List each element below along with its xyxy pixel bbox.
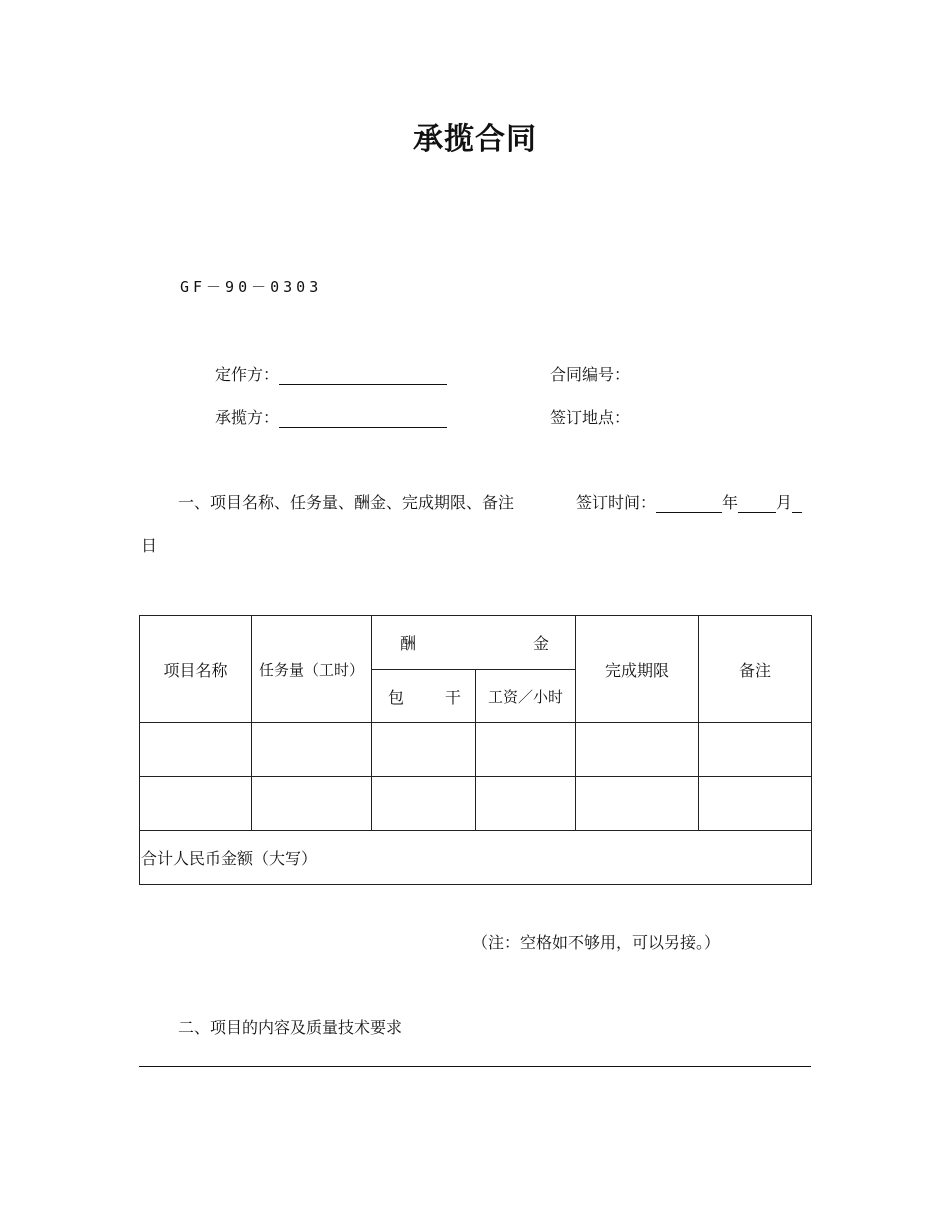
total-row	[140, 831, 812, 885]
table-cell[interactable]	[699, 777, 812, 831]
table-cell[interactable]	[476, 723, 576, 777]
orderer-label: 定作方：	[215, 365, 280, 384]
total-label: 合计人民币金额（大写）	[141, 849, 318, 868]
form-code: GF－90－0303	[180, 278, 323, 296]
header-project-name: 项目名称	[140, 616, 252, 723]
table-cell[interactable]	[252, 777, 372, 831]
table-cell[interactable]	[576, 777, 699, 831]
contractor-label: 承揽方：	[215, 408, 280, 427]
sign-place-field	[550, 405, 630, 428]
sign-time-field	[576, 490, 802, 513]
section2-heading: 二、项目的内容及质量技术要求	[178, 1018, 403, 1037]
header-fee-right: 金	[532, 634, 549, 653]
table-cell[interactable]	[476, 777, 576, 831]
table-cell[interactable]	[576, 723, 699, 777]
table-cell[interactable]	[252, 723, 372, 777]
table-cell[interactable]	[372, 723, 476, 777]
table-cell[interactable]	[140, 777, 252, 831]
header-deadline: 完成期限	[576, 616, 699, 723]
section2-blank-line[interactable]	[139, 1066, 811, 1067]
header-fee	[372, 616, 576, 670]
table-row	[140, 777, 812, 831]
year-label: 年	[722, 493, 739, 512]
contractor-field	[215, 405, 447, 428]
month-label: 月	[776, 493, 793, 512]
year-blank[interactable]	[656, 496, 722, 513]
day-blank[interactable]	[792, 496, 802, 513]
contract-no-label: 合同编号：	[550, 365, 631, 384]
table-cell[interactable]	[699, 723, 812, 777]
items-table	[139, 615, 812, 885]
table-row	[140, 723, 812, 777]
total-amount-cell[interactable]	[140, 831, 812, 885]
header-fee-left: 酬	[400, 634, 417, 653]
contract-no-field	[550, 362, 630, 385]
table-cell[interactable]	[140, 723, 252, 777]
table-note: （注：空格如不够用，可以另接。）	[472, 933, 721, 952]
header-lump-sum	[372, 670, 476, 723]
header-wage: 工资／小时	[476, 670, 576, 723]
header-quantity: 任务量（工时）	[252, 616, 372, 723]
header-lump-left: 包	[388, 687, 405, 707]
header-remark: 备注	[699, 616, 812, 723]
header-lump-right: 干	[444, 687, 461, 707]
orderer-field	[215, 362, 447, 385]
page-title: 承揽合同	[413, 122, 537, 157]
contractor-blank[interactable]	[279, 411, 447, 428]
orderer-blank[interactable]	[279, 368, 447, 385]
sign-time-label: 签订时间：	[576, 493, 657, 512]
table-cell[interactable]	[372, 777, 476, 831]
month-blank[interactable]	[738, 496, 776, 513]
sign-place-label: 签订地点：	[550, 408, 631, 427]
section1-heading: 一、项目名称、任务量、酬金、完成期限、备注	[178, 493, 515, 512]
day-label: 日	[141, 536, 158, 555]
